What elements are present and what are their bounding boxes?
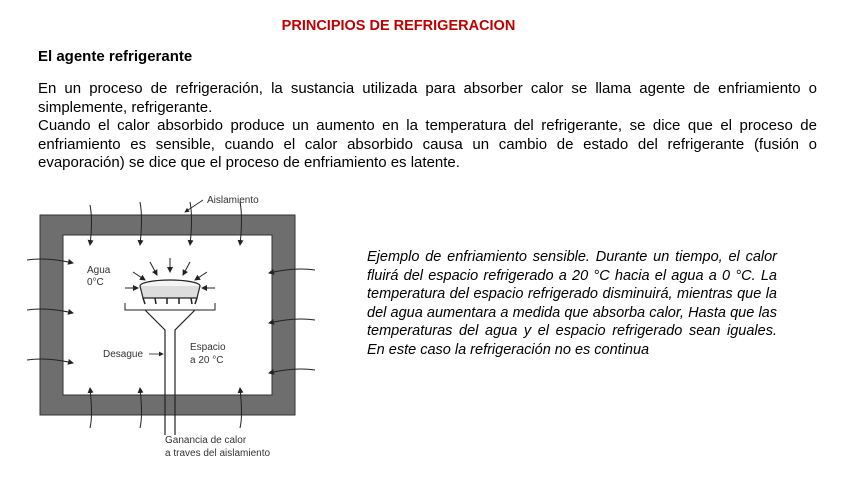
diagram-illustration — [25, 190, 325, 465]
label-space-temp: a 20 °C — [190, 355, 224, 366]
label-heat-gain-2: a traves del aislamiento — [165, 448, 271, 459]
water-tray — [125, 280, 215, 310]
slide-title: PRINCIPIOS DE REFRIGERACION — [281, 18, 516, 34]
label-water-temp: 0°C — [87, 277, 104, 288]
label-drain: Desague — [103, 349, 144, 360]
section-heading: El agente refrigerante — [38, 48, 193, 65]
drain-pipe — [145, 310, 195, 435]
refrigeration-diagram — [25, 190, 325, 465]
paragraph-sensible-latent: Cuando el calor absorbido produce un aumento en la temperatura del refrigerante, se dice que el proceso de enfriamiento es sensible, cuando el calor absorbido causa un cambio de estado del refrigerante (fusión o evaporación) se dice que el proceso de enfriamiento es latente. — [38, 117, 817, 171]
body-text — [38, 80, 817, 173]
paragraph-definition: En un proceso de refrigeración, la sustancia utilizada para absorber calor se llama agente de enfriamiento o simplemente, refrigerante. — [38, 80, 817, 116]
label-insulation: Aislamiento — [207, 195, 259, 206]
label-space: Espacio — [190, 342, 226, 353]
label-heat-gain: Ganancia de calor — [165, 435, 247, 446]
label-water: Agua — [87, 265, 111, 276]
insulated-wall — [40, 215, 295, 415]
diagram-caption: Ejemplo de enfriamiento sensible. Durante un tiempo, el calor fluirá del espacio refrigerado a 20 °C hacia el agua a 0 °C. La temperatura del espacio refrigerado disminuirá, mientras que la del agua aumentara a medida que absorba calor, Hasta que las temperaturas del agua y el espacio refrigerado sean iguales. En este caso la refrigeración no es continua — [367, 249, 777, 358]
